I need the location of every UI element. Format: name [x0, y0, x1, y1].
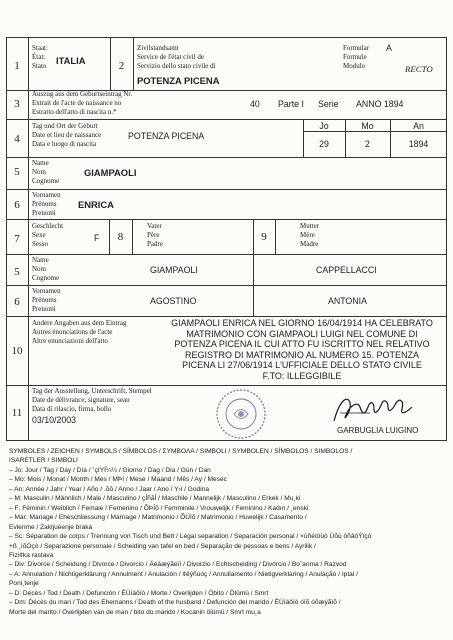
extract-series-label: Serie — [318, 99, 339, 109]
box-number-4: 4 — [14, 133, 20, 145]
symbols-line: – A: Annulation / Nichtigerklärung / Annulment / Anulación / ¢êýñùóç / Annullamento / Nietigverklaring / Anulação / Iptal / — [9, 570, 358, 578]
registry-value: POTENZA PICENA — [137, 75, 220, 86]
given-name-labels: Vornamen Prénoms Prenomi — [32, 191, 61, 217]
handwritten-signature — [330, 393, 415, 427]
box-number-8: 8 — [117, 231, 124, 243]
other-details-labels: Andere Angaben aus dem Eintrag Autres énonciations de l'acte Altre enunciazioni dell'atto — [32, 319, 127, 345]
mother-surname: CAPPELLACCI — [316, 265, 377, 275]
box-number-9: 9 — [261, 231, 267, 243]
symbols-line: SYMBOLES / ZEICHEN / SYMBOLS / SÍMBOLOS / ΣΥΜΒΟΛΑ / SIMBOLI / SYMBOLEN / SÍMBOLOS / SIMBOLOS / — [9, 448, 353, 455]
formular-side: RECTO — [405, 64, 433, 74]
symbols-line: – Sc: Séparation de corps / Trennung von Tisch und Bett / Legal separation / Separación personal / ×ùñéóìüò Üõü ôñâôÝïçò — [9, 533, 372, 541]
extract-number-labels: Auszug aus dem Geburtseintrag Nr. Extrait de l'acte de naissance no Estratto dell'atto di nascita n.* — [32, 90, 133, 116]
box-number-3: 3 — [14, 98, 20, 110]
symbols-line: – Jo: Jour / Tag / Day / Día / ˚çIYÍ¼¼ / Giorno / Dag / Dia / Gün / Dan — [9, 466, 211, 474]
birth-date-place-labels: Tag und Ort der Geburt Date et lieu de naissance Data e luogo di nascita — [32, 122, 102, 148]
symbols-line: Evlenme / Zakljuèenje braka — [9, 523, 93, 531]
father-given-name: AGOSTINO — [150, 296, 197, 306]
father-labels: Vater Père Padre — [147, 222, 163, 248]
box-number-7: 7 — [14, 233, 20, 245]
parent-surname-labels: Name Nom Cognome — [32, 256, 60, 282]
child-surname: GIAMPAOLI — [84, 167, 137, 178]
symbols-legend — [9, 447, 445, 617]
birth-year: 1894 — [408, 139, 429, 149]
symbols-line: – Dm: Décès du mari / Tod des Ehemanns / Death of the husband / Defunción del marido / ÈÜíáôïò óïõ óõæýãïõ / — [9, 599, 341, 607]
issue-date: 03/10/2003 — [32, 415, 77, 425]
parent-given-name-labels: Vornamen Prénoms Prenomi — [32, 287, 61, 313]
box-number-5: 5 — [14, 166, 20, 178]
birth-day: 29 — [319, 139, 329, 149]
box-number-6: 6 — [14, 199, 20, 211]
box-number-2: 2 — [118, 60, 125, 72]
year-label: An — [413, 121, 424, 131]
formular-labels: Formular Formule Modulo — [343, 44, 370, 70]
box-number-11: 11 — [11, 407, 23, 419]
mother-labels: Mutter Mère Madre — [300, 222, 320, 248]
state-labels: Staat: État: Stato — [32, 44, 48, 70]
extract-year: ANNO 1894 — [356, 99, 404, 109]
mother-given-name: ANTONIA — [328, 296, 367, 306]
issue-labels: Tag der Ausstellung, Unterschrift, Stempel Date de délivrance, signature, seau Data di rilascio, firma, bollo — [32, 387, 152, 413]
symbols-line: – Mo: Mois / Monat / Month / Mes / MÞí / Mese / Maand / Mês / Ay / Mesec — [9, 476, 227, 484]
symbols-line: ISARETLER / SIMBOLI — [9, 457, 78, 465]
symbols-line: – Div: Divorce / Scheidung / Divorce / Divorcio / Äéáæýãéïí / Divorzio / Echtscheiding / Divórcio / Bo˚anma / Razvod — [9, 561, 347, 569]
day-label: Jo — [319, 121, 329, 131]
box-number-6-parents: 6 — [14, 296, 20, 308]
month-label: Mo — [361, 121, 374, 131]
symbols-line: – F: Féminin / Weiblich / Female / Femenino / ÕÞÍõ / Femminile / Vrouwelijk / Feminino / Kadın / ¸enski — [9, 504, 309, 512]
sex-labels: Geschlecht Sexe Sesso — [32, 222, 64, 248]
registry-labels: Zivilstandsamt Service de l'état civil de Servizio dello stato civile di — [137, 44, 216, 70]
symbols-line: – An: Année / Jahr / Year / Año / .õõ / Anno / Jaar / Ano / Y›l / Godina — [9, 485, 210, 493]
extract-part: Parte I — [278, 99, 304, 109]
extract-number: 40 — [250, 99, 260, 109]
sex-value: F — [94, 233, 100, 243]
symbols-line: – D: Décès / Tod / Death / Defunción / ÈÜíáôïò / Morte / Overlijden / Óbito / Ölümü / Smrt — [9, 589, 269, 597]
symbols-line: +ß ¸ìõÓçò / Separazione personale / Scheiding van tafel en bed / Separação de pessoas e bens / Ayrilik / — [9, 542, 316, 550]
surname-labels: Name Nom Cognome — [32, 159, 60, 185]
box-number-1: 1 — [14, 60, 20, 72]
formular-value: A — [386, 43, 392, 53]
symbols-line: – Mar: Mariage / Eheschliessung / Marriage / Matrimonio / ÕÜïõ / Matrimonio / Huwelijk / Casamento / — [9, 514, 307, 522]
symbols-line: Morte del marito / Overlijden van de man / bito do marido / Kocanin ölümü / Smrt mu¸a — [9, 608, 261, 616]
father-surname: GIAMPAOLI — [150, 265, 198, 275]
state-value: ITALIA — [56, 55, 86, 66]
symbols-line: Poni¸tenje — [9, 580, 39, 588]
child-given-name: ENRICA — [78, 199, 114, 210]
marriage-remarks: GIAMPAOLI ENRICA NEL GIORNO 16/04/1914 HA CELEBRATO MATRIMONIO CON GIAMPAOLI LUIGI NEL COMUNE DI POTENZA PICENA IL CUI ATTO FU ISCRITTO NEL RELATIVO REGISTRO DI MATRIMONIO AL NUMERO 15. POTENZA PICENA LI 27/06/1914 L'UFFICIALE DELLO STATO CIVILE F.TO: ILLEGGIBILE — [171, 318, 433, 381]
symbols-line: – M: Masculin / Männlich / Male / Masculino / çÍñãÍ / Maschile / Mannelijk / Masculino / Erkek / Mu¸ki — [9, 495, 301, 503]
box-number-5-parents: 5 — [14, 266, 20, 278]
signatory-name: GARBUGLIA LUIGINO — [337, 426, 419, 435]
symbols-line: Fizi¢ka rastava — [9, 551, 54, 559]
official-stamp — [214, 387, 268, 441]
birth-month: 2 — [365, 139, 370, 149]
birth-place: POTENZA PICENA — [128, 131, 205, 141]
box-number-10: 10 — [11, 345, 23, 357]
